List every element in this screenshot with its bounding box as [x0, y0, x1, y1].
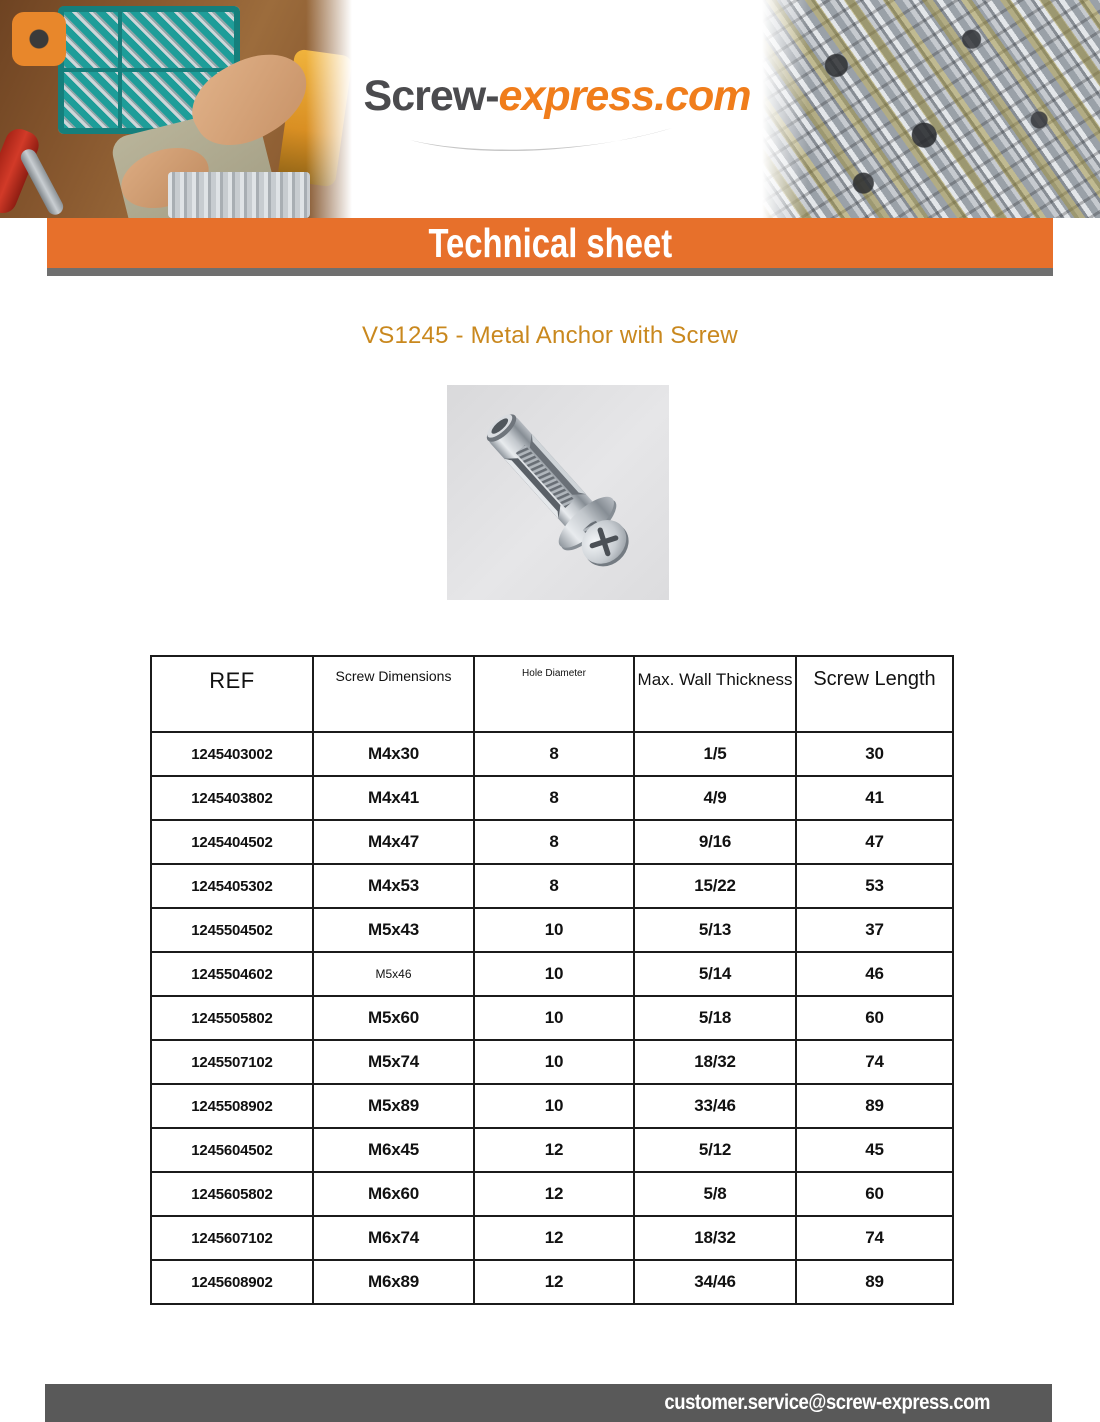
cell-max-wall-thickness: 18/32: [634, 1216, 796, 1260]
cell-hole-diameter: 10: [474, 1084, 634, 1128]
table-row: [151, 952, 953, 996]
contact-email-link[interactable]: customer.service@screw-express.com: [664, 1391, 990, 1414]
cell-max-wall-thickness: 5/8: [634, 1172, 796, 1216]
cell-ref: 1245608902: [151, 1260, 313, 1304]
header-row: [151, 656, 953, 732]
cell-screw-dimensions: M5x74: [313, 1040, 474, 1084]
table-row: [151, 908, 953, 952]
table-row: [151, 1084, 953, 1128]
cell-hole-diameter: 8: [474, 864, 634, 908]
cell-screw-length: 46: [796, 952, 953, 996]
cell-screw-length: 30: [796, 732, 953, 776]
cell-hole-diameter: 12: [474, 1172, 634, 1216]
cell-hole-diameter: 10: [474, 996, 634, 1040]
cell-ref: 1245403002: [151, 732, 313, 776]
logo-part1: Screw-: [363, 72, 499, 120]
cell-screw-dimensions: M6x74: [313, 1216, 474, 1260]
spec-table-body: [151, 732, 953, 1304]
header-photo-screw-pile: [762, 0, 1100, 218]
column-header-ref: REF: [151, 656, 313, 732]
cell-ref: 1245507102: [151, 1040, 313, 1084]
cell-max-wall-thickness: 4/9: [634, 776, 796, 820]
table-row: [151, 864, 953, 908]
cell-hole-diameter: 10: [474, 952, 634, 996]
cell-screw-length: 45: [796, 1128, 953, 1172]
photo-fade: [306, 0, 352, 218]
logo-text: [352, 72, 762, 121]
metal-anchor-illustration: [447, 385, 669, 600]
table-row: [151, 820, 953, 864]
product-title: VS1245 - Metal Anchor with Screw: [362, 322, 738, 349]
logo-part2: express.com: [498, 72, 751, 120]
cell-screw-dimensions: M5x60: [313, 996, 474, 1040]
cell-screw-dimensions: M4x30: [313, 732, 474, 776]
cell-screw-dimensions: M5x89: [313, 1084, 474, 1128]
metal-parts-tray: [168, 172, 310, 218]
cell-max-wall-thickness: 1/5: [634, 732, 796, 776]
cell-max-wall-thickness: 33/46: [634, 1084, 796, 1128]
table-row: [151, 1128, 953, 1172]
cell-screw-length: 89: [796, 1260, 953, 1304]
table-row: [151, 1172, 953, 1216]
cell-ref: 1245404502: [151, 820, 313, 864]
table-row: [151, 996, 953, 1040]
cell-ref: 1245605802: [151, 1172, 313, 1216]
tape-measure: [12, 12, 66, 66]
cell-screw-dimensions: M4x41: [313, 776, 474, 820]
cell-screw-dimensions: M6x45: [313, 1128, 474, 1172]
cell-ref: 1245403802: [151, 776, 313, 820]
table-row: [151, 1260, 953, 1304]
cell-ref: 1245508902: [151, 1084, 313, 1128]
cell-ref: 1245405302: [151, 864, 313, 908]
table-row: [151, 732, 953, 776]
cell-screw-length: 89: [796, 1084, 953, 1128]
cell-max-wall-thickness: 34/46: [634, 1260, 796, 1304]
cell-screw-length: 74: [796, 1040, 953, 1084]
cell-hole-diameter: 10: [474, 1040, 634, 1084]
cell-max-wall-thickness: 9/16: [634, 820, 796, 864]
footer-bar: [45, 1384, 1052, 1422]
cell-ref: 1245607102: [151, 1216, 313, 1260]
cell-max-wall-thickness: 5/13: [634, 908, 796, 952]
table-row: [151, 776, 953, 820]
cell-max-wall-thickness: 5/12: [634, 1128, 796, 1172]
cell-screw-dimensions: M4x53: [313, 864, 474, 908]
cell-max-wall-thickness: 15/22: [634, 864, 796, 908]
logo: [352, 0, 762, 218]
cell-hole-diameter: 12: [474, 1216, 634, 1260]
product-image: [447, 385, 669, 600]
cell-max-wall-thickness: 5/18: [634, 996, 796, 1040]
spec-table-header: [151, 656, 953, 732]
cell-screw-length: 53: [796, 864, 953, 908]
column-header-screw-dimensions: Screw Dimensions: [313, 656, 474, 732]
cell-screw-length: 37: [796, 908, 953, 952]
cell-hole-diameter: 10: [474, 908, 634, 952]
cell-max-wall-thickness: 18/32: [634, 1040, 796, 1084]
banner-divider: [47, 268, 1053, 276]
cell-screw-length: 41: [796, 776, 953, 820]
banner-title: Technical sheet: [428, 219, 672, 266]
screw-heads-detail: [762, 0, 1100, 218]
cell-ref: 1245504502: [151, 908, 313, 952]
cell-hole-diameter: 12: [474, 1128, 634, 1172]
column-header-hole-diameter: Hole Diameter: [474, 656, 634, 732]
column-header-max-wall-thickness: Max. Wall Thickness: [634, 656, 796, 732]
cell-screw-length: 60: [796, 1172, 953, 1216]
cell-screw-dimensions: M6x89: [313, 1260, 474, 1304]
table-row: [151, 1040, 953, 1084]
technical-sheet-banner: [47, 218, 1053, 268]
cell-hole-diameter: 12: [474, 1260, 634, 1304]
cell-max-wall-thickness: 5/14: [634, 952, 796, 996]
cell-ref: 1245604502: [151, 1128, 313, 1172]
cell-screw-dimensions: M6x60: [313, 1172, 474, 1216]
wrench: [18, 146, 66, 217]
cell-ref: 1245505802: [151, 996, 313, 1040]
cell-screw-length: 60: [796, 996, 953, 1040]
cell-hole-diameter: 8: [474, 820, 634, 864]
spec-table: [150, 655, 954, 1305]
cell-screw-dimensions: M4x47: [313, 820, 474, 864]
cell-ref: 1245504602: [151, 952, 313, 996]
cell-screw-dimensions: M5x43: [313, 908, 474, 952]
table-row: [151, 1216, 953, 1260]
cell-screw-dimensions: M5x46: [313, 952, 474, 996]
cell-hole-diameter: 8: [474, 732, 634, 776]
cell-hole-diameter: 8: [474, 776, 634, 820]
header-photo-workbench: [0, 0, 352, 218]
cell-screw-length: 74: [796, 1216, 953, 1260]
photo-fade: [762, 0, 808, 218]
logo-swoosh: [382, 124, 712, 160]
cell-screw-length: 47: [796, 820, 953, 864]
column-header-screw-length: Screw Length: [796, 656, 953, 732]
